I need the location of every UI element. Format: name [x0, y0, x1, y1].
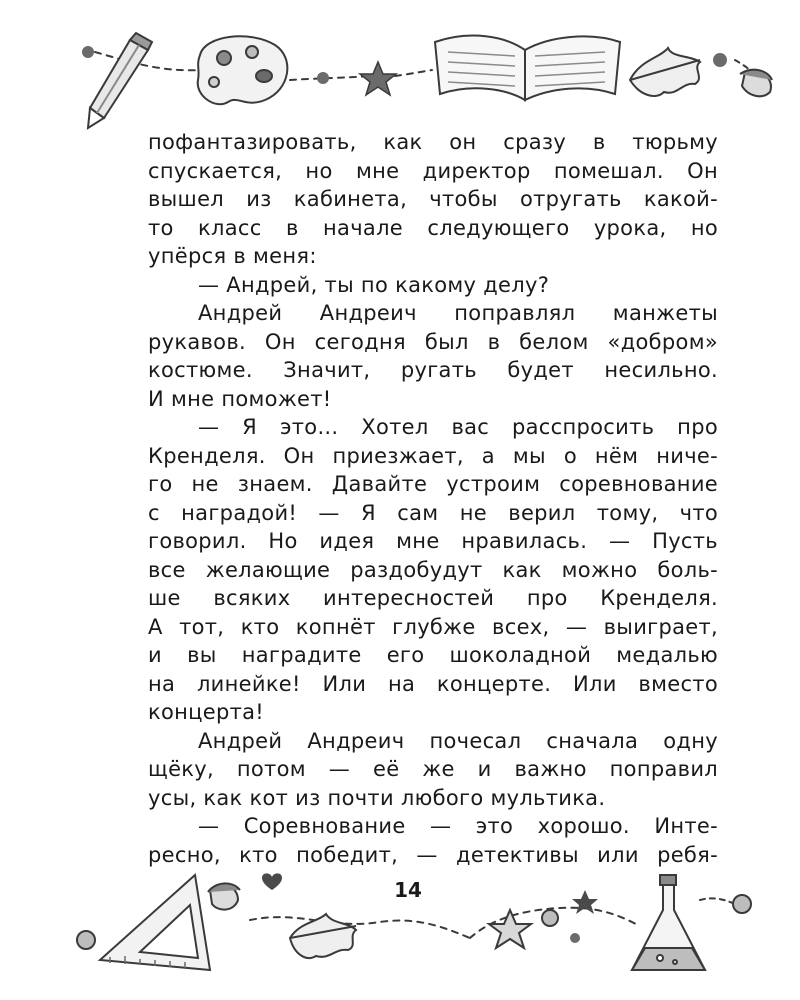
- dashed-trail: [700, 898, 735, 904]
- page-number: 14: [394, 878, 422, 902]
- heart-icon: [262, 873, 282, 890]
- text-line: упёрся в меня:: [148, 244, 317, 268]
- text-line: А тот, кто копнёт глубже всех, — выиграет,: [148, 614, 718, 639]
- dot-icon: [317, 72, 329, 84]
- dashed-trail: [250, 917, 470, 938]
- text-line: пофантазировать, как он сразу в тюрьму: [148, 130, 718, 154]
- open-book-icon: [435, 36, 620, 100]
- button-icon: [77, 931, 95, 949]
- dot-icon: [713, 53, 727, 67]
- paint-palette-icon: [198, 36, 288, 104]
- text-line: вышел из кабинета, чтобы отругать какой-: [148, 187, 718, 211]
- star-icon: [572, 890, 598, 914]
- dashed-trail: [395, 70, 432, 76]
- body-text: [148, 128, 718, 869]
- text-line: и вы наградите его шоколадной медалью: [148, 643, 718, 667]
- text-line: усы, как кот из почти любого мультика.: [148, 785, 606, 810]
- oak-leaf-icon: [290, 914, 356, 958]
- text-line: Андрей Андреич поправлял манжеты: [198, 301, 718, 325]
- button-icon: [733, 895, 751, 913]
- text-line: концерта!: [148, 700, 265, 724]
- text-line: го не знаем. Давайте устроим соревнование: [148, 472, 718, 496]
- flask-icon: [632, 875, 705, 970]
- set-square-icon: [100, 875, 210, 970]
- text-line: — Я это... Хотел вас расспросить про: [198, 415, 718, 439]
- top-border-illustration: [0, 0, 800, 140]
- text-line: костюме. Значит, ругать будет несильно.: [148, 358, 718, 382]
- dashed-trail: [290, 76, 370, 80]
- acorn-icon: [208, 883, 240, 909]
- text-line: ше всяких интересностей про Кренделя.: [148, 586, 718, 610]
- text-line: спускается, но мне директор помешал. Он: [148, 158, 718, 183]
- star-icon: [360, 62, 396, 95]
- text-line: то класс в начале следующего урока, но: [148, 215, 718, 240]
- text-line: с наградой! — Я сам не верил тому, что: [148, 500, 718, 525]
- text-line: Андрей Андреич почесал сначала одну: [198, 728, 718, 753]
- dot-icon: [82, 46, 94, 58]
- text-line: ресно, кто победит, — детективы или ребя-: [148, 842, 718, 867]
- text-line: щёку, потом — её же и важно поправил: [148, 757, 718, 781]
- text-line: И мне поможет!: [148, 386, 332, 411]
- oak-leaf-icon: [630, 48, 700, 96]
- text-line: все желающие раздобудут как можно боль-: [148, 557, 718, 582]
- button-icon: [542, 910, 558, 926]
- pencil-icon: [88, 33, 152, 128]
- dot-icon: [570, 933, 580, 943]
- dashed-trail: [95, 52, 200, 70]
- star-icon: [489, 910, 531, 948]
- text-line: на линейке! Или на концерте. Или вместо: [148, 671, 718, 696]
- text-line: говорил. Но идея мне нравилась. — Пусть: [148, 529, 718, 553]
- text-line: рукавов. Он сегодня был в белом «добром»: [148, 329, 718, 354]
- text-line: — Соревнование — это хорошо. Инте-: [198, 814, 718, 838]
- text-line: Кренделя. Он приезжает, а мы о нём ниче-: [148, 443, 718, 468]
- text-line: — Андрей, ты по какому делу?: [198, 272, 550, 297]
- acorn-icon: [740, 70, 772, 97]
